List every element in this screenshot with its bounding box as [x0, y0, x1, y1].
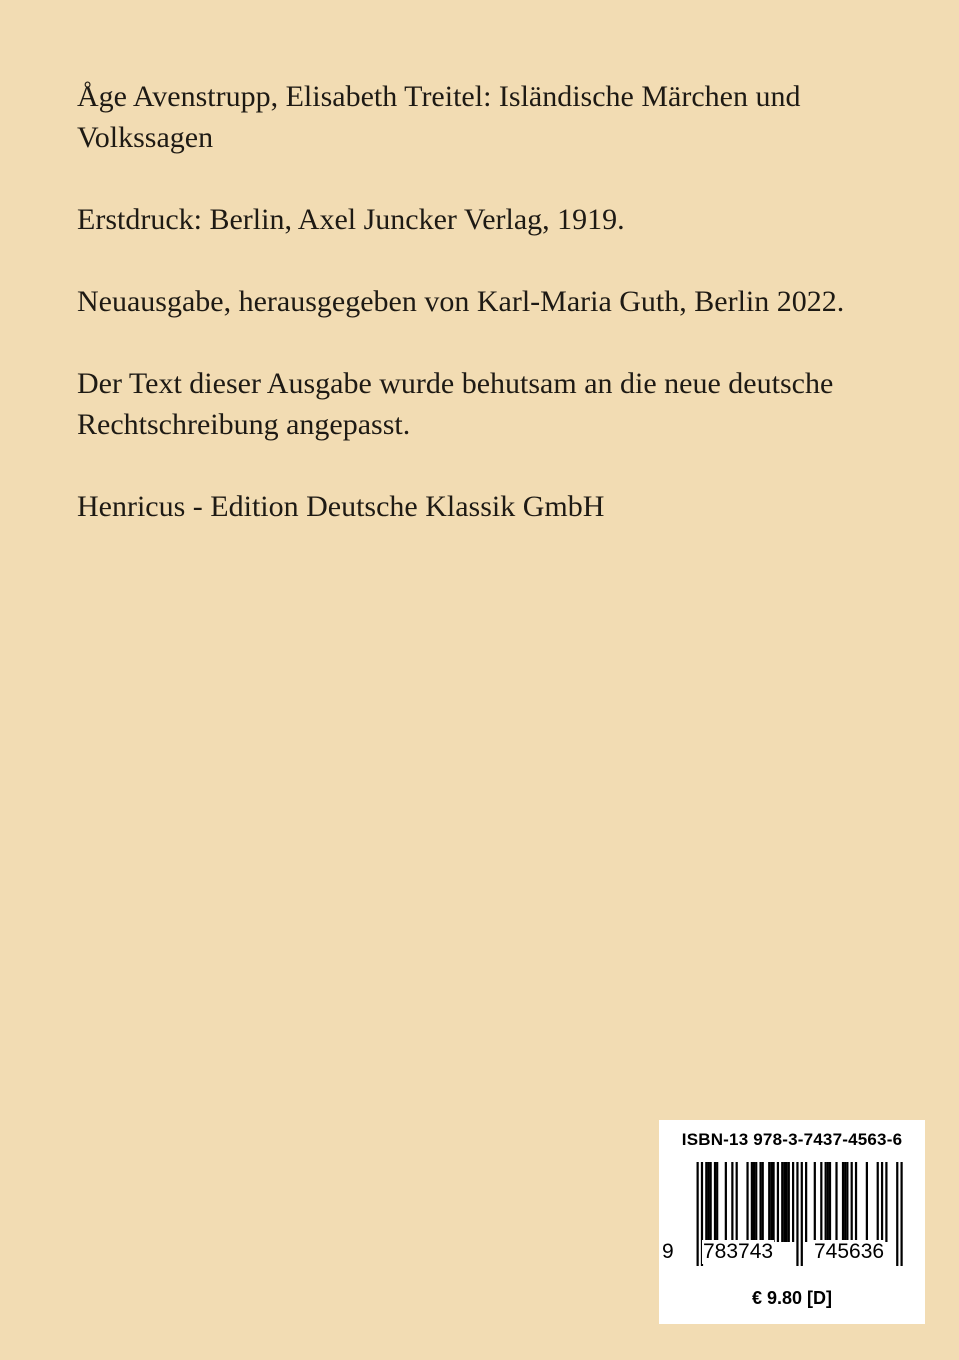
barcode-digits-left: 783743	[703, 1240, 774, 1263]
barcode-bar	[725, 1162, 727, 1242]
barcode-guard-bar	[896, 1162, 898, 1266]
barcode-bar	[755, 1162, 757, 1242]
barcode-bar	[746, 1162, 748, 1242]
barcode-bar	[768, 1162, 770, 1242]
barcode-bar	[770, 1162, 772, 1242]
barcode-bar	[814, 1162, 816, 1242]
barcode-bar	[705, 1162, 707, 1242]
barcode-guard-bar	[697, 1162, 699, 1266]
barcode-guard-bar	[796, 1162, 798, 1266]
barcode-bar	[820, 1162, 822, 1242]
barcode-bar	[855, 1162, 857, 1242]
barcode-bar	[788, 1162, 790, 1242]
barcode-bar	[781, 1162, 783, 1242]
barcode-bar	[714, 1162, 716, 1242]
barcode-bar	[846, 1162, 848, 1242]
barcode-bar	[783, 1162, 785, 1242]
barcode-bar	[785, 1162, 787, 1242]
barcode-bar	[866, 1162, 868, 1242]
barcode-bar	[751, 1162, 753, 1242]
barcode-bar	[825, 1162, 827, 1242]
price-text: € 9.80 [D]	[751, 1288, 833, 1308]
barcode-bar	[716, 1162, 718, 1242]
imprint-text	[77, 76, 877, 568]
first-print-line: Erstdruck: Berlin, Axel Juncker Verlag, 1919.	[77, 203, 625, 236]
isbn-text: ISBN-13 978-3-7437-4563-6	[681, 1130, 903, 1149]
barcode-bar	[736, 1162, 738, 1242]
barcode-digits-right: 745636	[814, 1240, 885, 1263]
new-edition-line: Neuausgabe, herausgegeben von Karl-Maria Guth, Berlin 2022.	[77, 285, 845, 318]
barcode-bar	[805, 1162, 807, 1242]
barcode-bar	[827, 1162, 829, 1242]
barcode-guard-bar	[801, 1162, 803, 1266]
barcode-guard-bar	[900, 1162, 902, 1266]
barcode-digit-first: 9	[662, 1240, 674, 1263]
barcode-bar	[851, 1162, 853, 1242]
title-author-line: Åge Avenstrupp, Elisabeth Treitel: Isländische Märchen und Volkssagen	[77, 80, 801, 154]
barcode-bar	[777, 1162, 779, 1242]
barcode-bar	[881, 1162, 883, 1242]
publisher-line: Henricus - Edition Deutsche Klassik GmbH	[77, 490, 605, 523]
barcode-bar	[885, 1162, 887, 1242]
barcode-label	[659, 1120, 925, 1324]
barcode-bar	[792, 1162, 794, 1242]
barcode-bar	[707, 1162, 709, 1242]
spelling-note: Der Text dieser Ausgabe wurde behutsam an die neue deutsche Rechtschreibung angepasst.	[77, 367, 834, 441]
barcode-bar	[710, 1162, 712, 1242]
barcode-bar	[877, 1162, 879, 1242]
barcode-bar	[753, 1162, 755, 1242]
barcode-bar	[762, 1162, 764, 1242]
barcode-bar	[829, 1162, 831, 1242]
barcode-bar	[759, 1162, 761, 1242]
barcode-bar	[772, 1162, 774, 1242]
barcode-bar	[844, 1162, 846, 1242]
barcode-bar	[842, 1162, 844, 1242]
barcode-bar	[731, 1162, 733, 1242]
barcode-bar	[835, 1162, 837, 1242]
